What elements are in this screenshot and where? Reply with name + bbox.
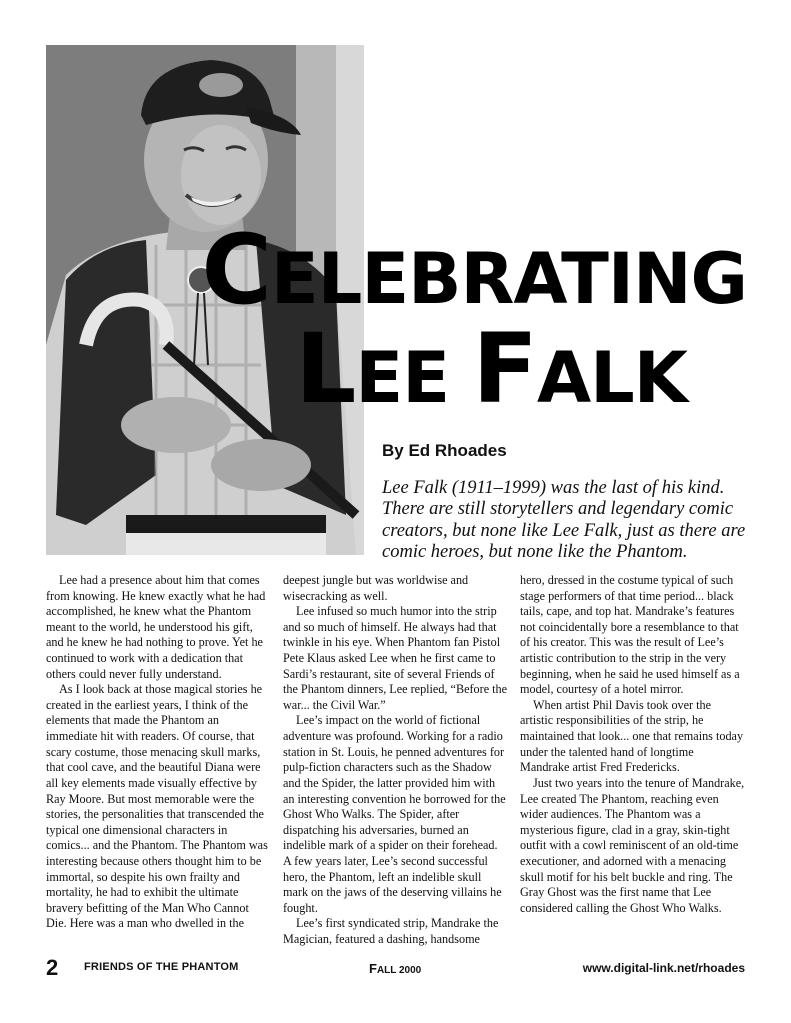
paragraph: Lee had a presence about him that comes from knowing. He knew exactly what he had accomplished, he knew what the Phantom meant to the world, he understood his gift, and he knew he had nothing to prove. Yet he continued to work with a dedication that others could never fully understand.	[46, 573, 266, 681]
issue-date	[369, 961, 421, 976]
paragraph: Lee’s first syndicated strip, Mandrake the Magician, featured a dashing, handsome	[283, 916, 499, 947]
issue-rest: ALL 2000	[376, 965, 422, 976]
paragraph: Lee infused so much humor into the strip and so much of himself. He always had that twinkle in his eye. When Phantom fan Pistol Pete Klaus asked Lee when he first came to Sardi’s restaurant, site of several Friends of the Phantom dinners, Lee replied, “Before the war... the Civil War.”	[283, 604, 508, 712]
article-body	[46, 573, 745, 947]
column-1	[46, 573, 271, 933]
website-url: www.digital-link.net/rhoades	[582, 961, 745, 975]
column-2	[283, 573, 508, 947]
column-3	[520, 573, 745, 933]
page-number: 2	[46, 955, 59, 980]
title-space	[449, 337, 472, 419]
title-initial-f: F	[472, 313, 537, 426]
title-line-1	[201, 214, 747, 326]
title-word-celebrating: ELEBRATING	[270, 238, 747, 320]
title-word-lee: EE	[355, 337, 450, 420]
paragraph: deepest jungle but was worldwise and wisecracking as well.	[283, 573, 469, 603]
paragraph: Lee’s impact on the world of fictional adventure was profound. Working for a radio station in St. Louis, he penned adventures for pulp-fiction characters such as the Shadow and the Spider, the latter provided him with an interesting convention he borrowed for the Ghost Who Walks. The Spider, after dispatching his adversaries, burned an indelible mark of a spider on their forehead. A few years later, Lee’s second successful hero, the Phantom, left an indelible skull mark on the jaws of the deserving villains he fought.	[283, 713, 506, 915]
paragraph: Just two years into the tenure of Mandrake, Lee created The Phantom, reaching even wider audiences. The Phantom was a mysterious figure, clad in a gray, skin-tight outfit with a cowl reminiscent of an old-time executioner, and adorned with a menacing skull motif for his belt buckle and ring. The Gray Ghost was the first name that Lee considered calling the Ghost Who Walks.	[520, 775, 745, 915]
issue-initial: F	[369, 961, 377, 976]
title-line-2	[201, 313, 687, 426]
byline: By Ed Rhoades	[382, 441, 507, 460]
publication-name: FRIENDS OF THE PHANTOM	[84, 961, 239, 973]
title-word-falk: ALK	[536, 337, 687, 420]
title-initial-l: L	[295, 313, 356, 426]
title-initial-c: C	[201, 214, 271, 326]
lede-paragraph: Lee Falk (1911–1999) was the last of his kind. There are still storytellers and legendary comic creators, but none like Lee Falk, just as there are comic heroes, but none like the Phantom.	[382, 478, 746, 562]
paragraph: As I look back at those magical stories he created in the earliest years, I think of the elements that made the Phantom an immediate hit with readers. Of course, that scary costume, those menacing skull marks, that cool cave, and the beautiful Diana were all key elements made visually effective by Ray Moore. But most memorable were the stories, the personalities that transcended the typical one dimensional characters in comics... and the Phantom. The Phantom was interesting because others thought him to be immortal, so despite his own frailty and mortality, he had to exhibit the ultimate bravery befitting of the Man Who Cannot Die. Here was a man who dwelled in the	[46, 682, 268, 931]
page-footer	[46, 955, 745, 979]
paragraph: When artist Phil Davis took over the artistic responsibilities of the strip, he maintained that look... one that remains today under the talented hand of longtime Mandrake artist Fred Fredericks.	[520, 697, 744, 775]
paragraph: hero, dressed in the costume typical of such stage performers of that time period... black tails, cape, and top hat. Mandrake’s features not coincidentally bore a resemblance to that of his creator. This was the result of Lee’s artistic contribution to the strip in the very beginning, when he said he used himself as a model, courtesy of a hotel mirror.	[520, 573, 740, 697]
article-title	[201, 214, 747, 426]
